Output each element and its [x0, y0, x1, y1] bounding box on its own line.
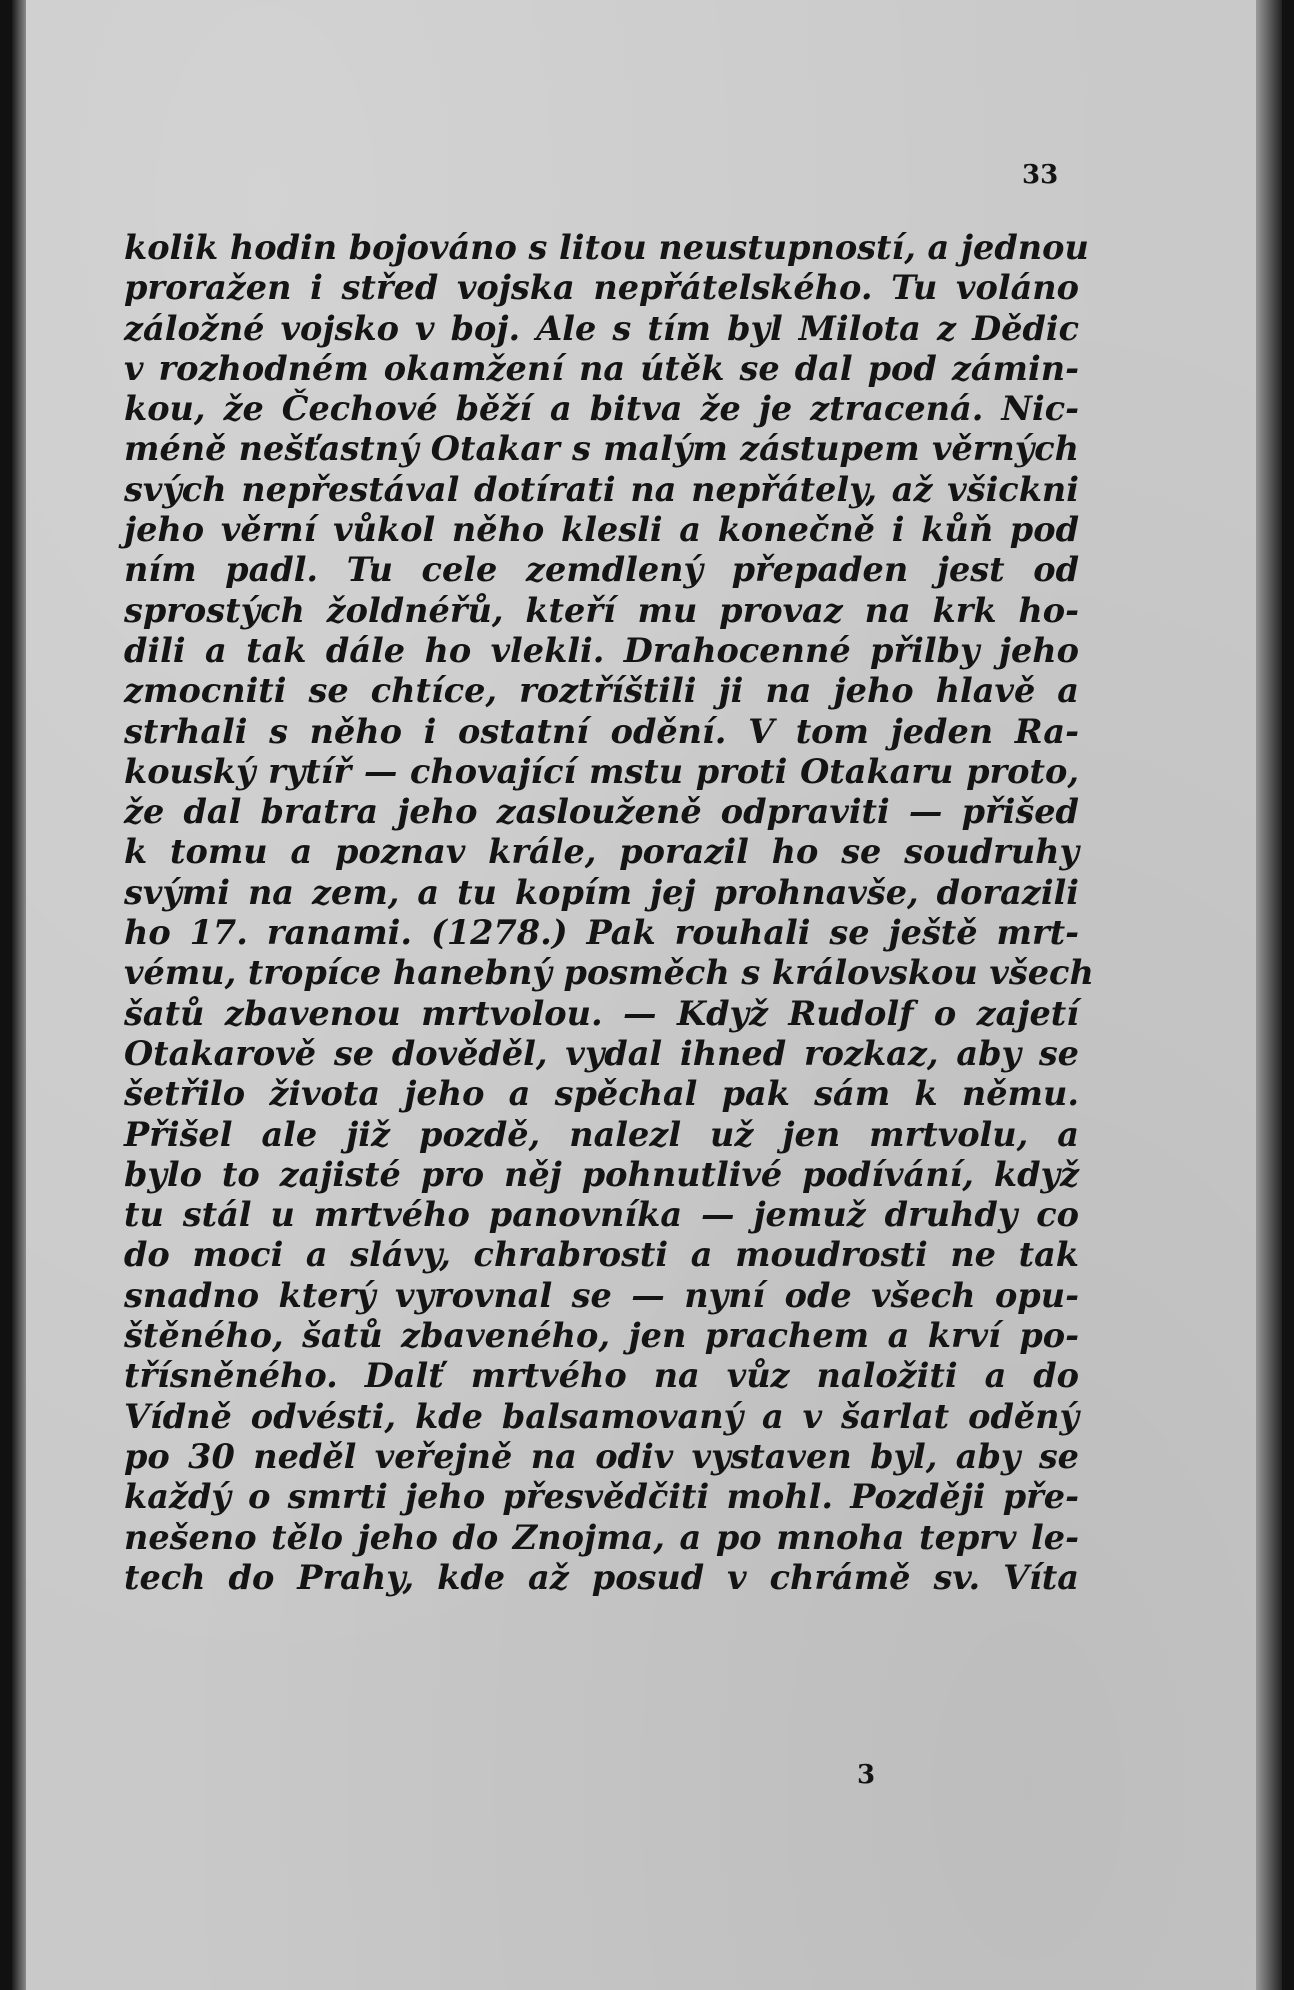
text-line: záložné vojsko v boj. Ale s tím byl Milota z Dědic	[124, 308, 1079, 348]
text-line: strhali s něho i ostatní odění. V tom jeden Ra-	[124, 711, 1079, 751]
text-line: kolik hodin bojováno s litou neustupností, a jednou	[124, 228, 1089, 267]
page-right-edge	[1256, 0, 1282, 1990]
book-page	[12, 0, 1282, 1990]
text-line: po 30 neděl veřejně na odiv vystaven byl, aby se	[124, 1436, 1079, 1476]
text-line: vému, tropíce hanebný posměch s královskou všech	[124, 953, 1094, 993]
text-line: třísněného. Dalť mrtvého na vůz naložiti a do	[124, 1356, 1079, 1396]
text-line: bylo to zajisté pro něj pohnutlivé podívání, když	[124, 1154, 1079, 1194]
text-line: ním padl. Tu cele zemdlený přepaden jest od	[124, 550, 1079, 590]
page-left-edge	[12, 0, 26, 1990]
text-line: sprostých žoldnéřů, kteří mu provaz na krk ho-	[124, 590, 1079, 630]
text-line: zmocniti se chtíce, roztříštili ji na jeho hlavě a	[124, 671, 1079, 711]
text-line: nešeno tělo jeho do Znojma, a po mnoha teprv le-	[124, 1517, 1079, 1557]
text-line: kouský rytíř — chovající mstu proti Otakaru proto,	[124, 751, 1079, 791]
text-line: Vídně odvésti, kde balsamovaný a v šarlat oděný	[124, 1396, 1079, 1436]
text-line: svými na zem, a tu kopím jej prohnavše, dorazili	[124, 872, 1079, 912]
text-line: do moci a slávy, chrabrosti a moudrosti ne tak	[124, 1235, 1079, 1275]
text-line: Otakarově se dověděl, vydal ihned rozkaz, aby se	[124, 1033, 1079, 1073]
text-line: štěného, šatů zbaveného, jen prachem a krví po-	[124, 1316, 1079, 1356]
text-line: ho 17. ranami. (1278.) Pak rouhali se ještě mrt-	[124, 913, 1079, 953]
text-line: Přišel ale již pozdě, nalezl už jen mrtvolu, a	[124, 1114, 1079, 1154]
text-line: dili a tak dále ho vlekli. Drahocenné přilby jeho	[124, 630, 1079, 670]
text-line: kou, že Čechové běží a bitva že je ztracená. Nic-	[124, 389, 1079, 429]
text-line: proražen i střed vojska nepřátelského. Tu voláno	[124, 268, 1079, 308]
text-line: tu stál u mrtvého panovníka — jemuž druhdy co	[124, 1195, 1079, 1235]
text-line: svých nepřestával dotírati na nepřátely, až všickni	[124, 469, 1079, 509]
text-line: každý o smrti jeho přesvědčiti mohl. Později pře-	[124, 1477, 1079, 1517]
body-text	[124, 228, 1094, 1598]
text-line: šatů zbavenou mrtvolou. — Když Rudolf o zajetí	[124, 993, 1079, 1033]
text-line: šetřilo života jeho a spěchal pak sám k němu.	[124, 1074, 1079, 1114]
text-line: že dal bratra jeho zaslouženě odpraviti — přišed	[124, 792, 1079, 832]
text-line: v rozhodném okamžení na útěk se dal pod zámin-	[124, 348, 1079, 388]
text-line: tech do Prahy, kde až posud v chrámě sv. Víta	[124, 1557, 1079, 1597]
text-line: k tomu a poznav krále, porazil ho se soudruhy	[124, 832, 1079, 872]
text-line: méně nešťastný Otakar s malým zástupem věrných	[124, 429, 1079, 469]
page-number: 33	[1022, 160, 1059, 190]
text-line: jeho věrní vůkol něho klesli a konečně i kůň pod	[124, 510, 1079, 550]
text-line: snadno který vyrovnal se — nyní ode všech opu-	[124, 1275, 1079, 1315]
signature-mark: 3	[857, 1760, 876, 1790]
